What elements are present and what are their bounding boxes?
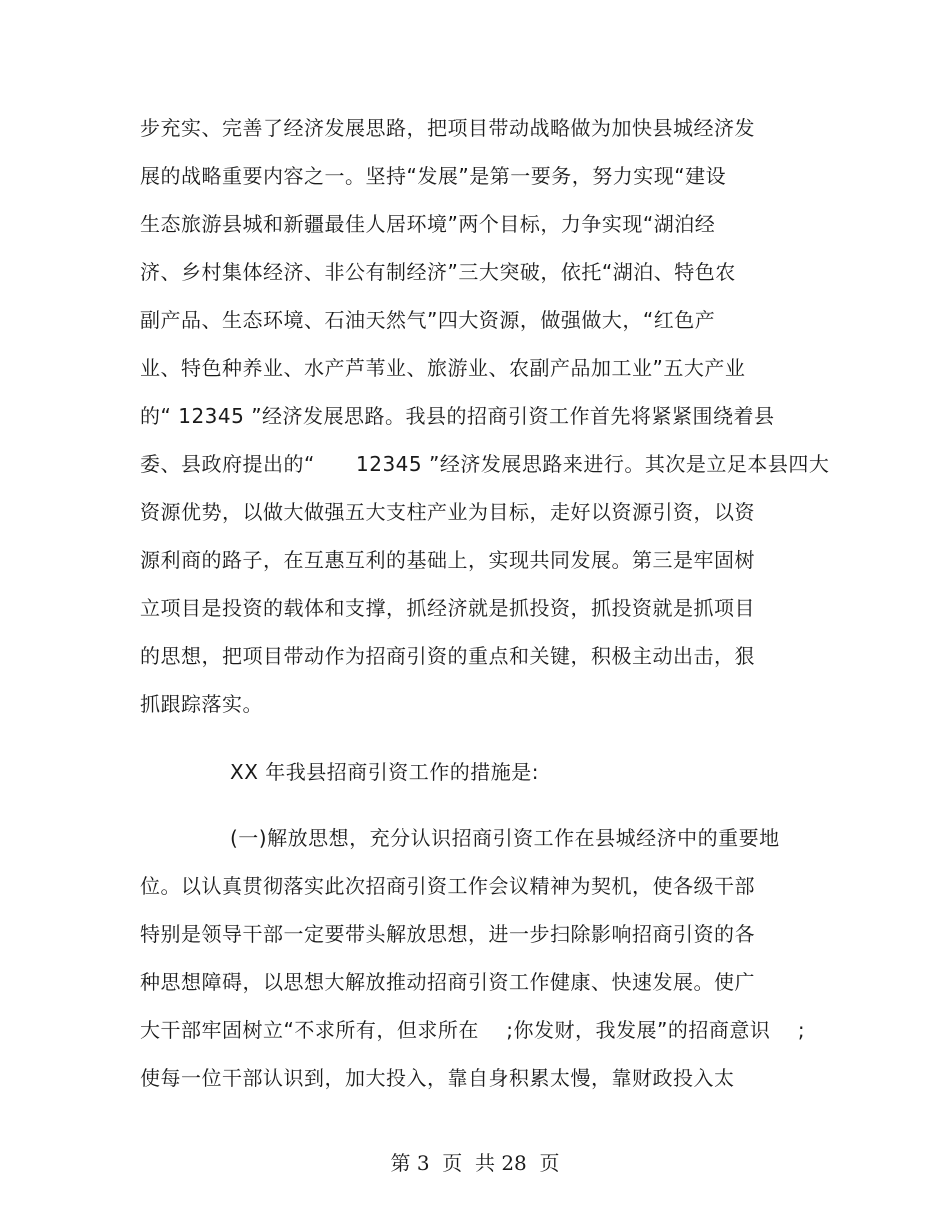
paragraph1-line: 的思想，把项目带动作为招商引资的重点和关键，积极主动出击，狠 bbox=[140, 644, 755, 668]
paragraph2-line: 位。以认真贯彻落实此次招商引资工作会议精神为契机，使各级干部 bbox=[140, 874, 755, 898]
paragraph1-line: 展的战略重要内容之一。坚持“发展”是第一要务，努力实现“建设 bbox=[140, 164, 727, 188]
paragraph1-line: 步充实、完善了经济发展思路，把项目带动战略做为加快县城经济发 bbox=[140, 116, 755, 140]
paragraph1-line: 副产品、生态环境、石油天然气”四大资源，做强做大，“红色产 bbox=[140, 308, 716, 332]
paragraph2-line: (一)解放思想，充分认识招商引资工作在县城经济中的重要地 bbox=[230, 826, 780, 850]
paragraph2-line: 特别是领导干部一定要带头解放思想，进一步扫除影响招商引资的各 bbox=[140, 922, 755, 946]
page-footer: 第 3 页 共 28 页 bbox=[390, 1151, 560, 1175]
paragraph1-line: 立项目是投资的载体和支撑，抓经济就是抓投资，抓投资就是抓项目 bbox=[140, 596, 755, 620]
paragraph1-line: 抓跟踪落实。 bbox=[140, 692, 263, 716]
paragraph1-line: 济、乡村集体经济、非公有制经济”三大突破，依托“湖泊、特色农 bbox=[140, 260, 736, 284]
paragraph2-line: 使每一位干部认识到，加大投入，靠自身积累太慢，靠财政投入太 bbox=[140, 1066, 735, 1090]
paragraph1-line: 业、特色种养业、水产芦苇业、旅游业、农副产品加工业”五大产业 bbox=[140, 356, 746, 380]
paragraph2-line: 大干部牢固树立“不求所有，但求所在 ;你发财，我发展”的招商意识 ; bbox=[140, 1018, 806, 1042]
paragraph1-line: 生态旅游县城和新疆最佳人居环境”两个目标，力争实现“湖泊经 bbox=[140, 212, 716, 236]
paragraph2-line: 种思想障碍，以思想大解放推动招商引资工作健康、快速发展。使广 bbox=[140, 970, 755, 994]
section-heading: XX 年我县招商引资工作的措施是: bbox=[230, 760, 539, 784]
paragraph1-line: 源利商的路子，在互惠互利的基础上，实现共同发展。第三是牢固树 bbox=[140, 548, 755, 572]
paragraph1-line: 委、县政府提出的“ 12345 ”经济发展思路来进行。其次是立足本县四大 bbox=[140, 452, 830, 476]
paragraph1-line: 资源优势，以做大做强五大支柱产业为目标，走好以资源引资，以资 bbox=[140, 500, 755, 524]
paragraph1-line: 的“ 12345 ”经济发展思路。我县的招商引资工作首先将紧紧围绕着县 bbox=[140, 404, 775, 428]
